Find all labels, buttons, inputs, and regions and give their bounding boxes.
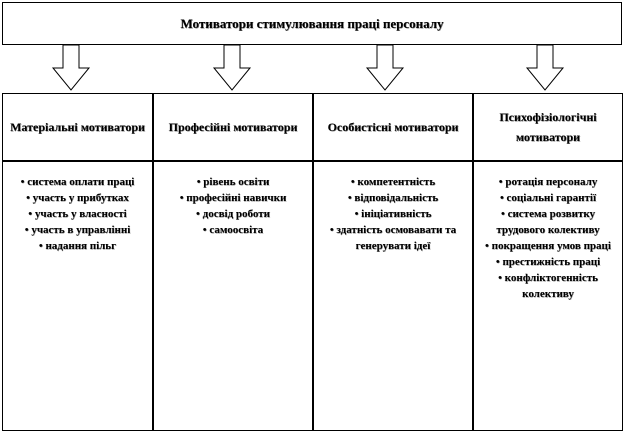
list-item: • ініціативність (354, 208, 432, 220)
list-item: • соціальні гарантії (499, 192, 597, 204)
list-item: • участь у прибутках (26, 192, 129, 204)
list-item: • здатність осмовавати та генерувати ідеї (329, 224, 457, 252)
column-professional (153, 93, 313, 431)
motivator-list (314, 174, 472, 254)
list-item: • участь у власності (28, 208, 127, 220)
column-heading-box (473, 93, 623, 161)
arrow-down-icon (214, 45, 250, 90)
list-item: • система оплати праці (20, 176, 135, 188)
column-heading: Професійні мотиватори (168, 120, 298, 134)
column-heading-box (2, 93, 153, 161)
list-item: • компетентність (350, 176, 436, 188)
list-item: • досвід роботи (196, 208, 270, 220)
column-heading: Особистісні мотиватори (327, 120, 459, 134)
motivator-list (3, 174, 152, 254)
list-item: • рівень освіти (196, 176, 270, 188)
column-psychophysiological (473, 93, 623, 431)
column-body (313, 161, 473, 431)
list-item: • конфліктогенність колективу (498, 272, 598, 300)
column-heading-box (153, 93, 313, 161)
list-item: • самоосвіта (202, 224, 264, 236)
column-body (473, 161, 623, 431)
list-item: • ротація персоналу (498, 176, 598, 188)
column-body (153, 161, 313, 431)
list-item: • участь в управлінні (24, 224, 131, 236)
column-heading-box (313, 93, 473, 161)
list-item: • покращення умов праці (485, 240, 611, 252)
column-personal (313, 93, 473, 431)
diagram-title-box (2, 2, 622, 45)
list-item: • відповідальність (347, 192, 439, 204)
column-body (2, 161, 153, 431)
list-item: • престижність праці (495, 256, 601, 268)
arrow-down-icon (53, 45, 89, 90)
motivator-list (154, 174, 312, 238)
column-heading: Матеріальні мотиватори (10, 120, 145, 134)
list-item: • система розвитку трудового колективу (496, 208, 600, 236)
column-material (2, 93, 153, 431)
arrow-down-icon (527, 45, 563, 90)
column-heading: Психофізіологічні мотиватори (499, 110, 597, 144)
list-item: • надання пільг (38, 240, 117, 252)
arrow-down-icon (367, 45, 403, 90)
diagram-title: Мотиватори стимулювання праці персоналу (180, 15, 444, 31)
motivator-list (474, 174, 622, 302)
list-item: • професійні навички (179, 192, 287, 204)
